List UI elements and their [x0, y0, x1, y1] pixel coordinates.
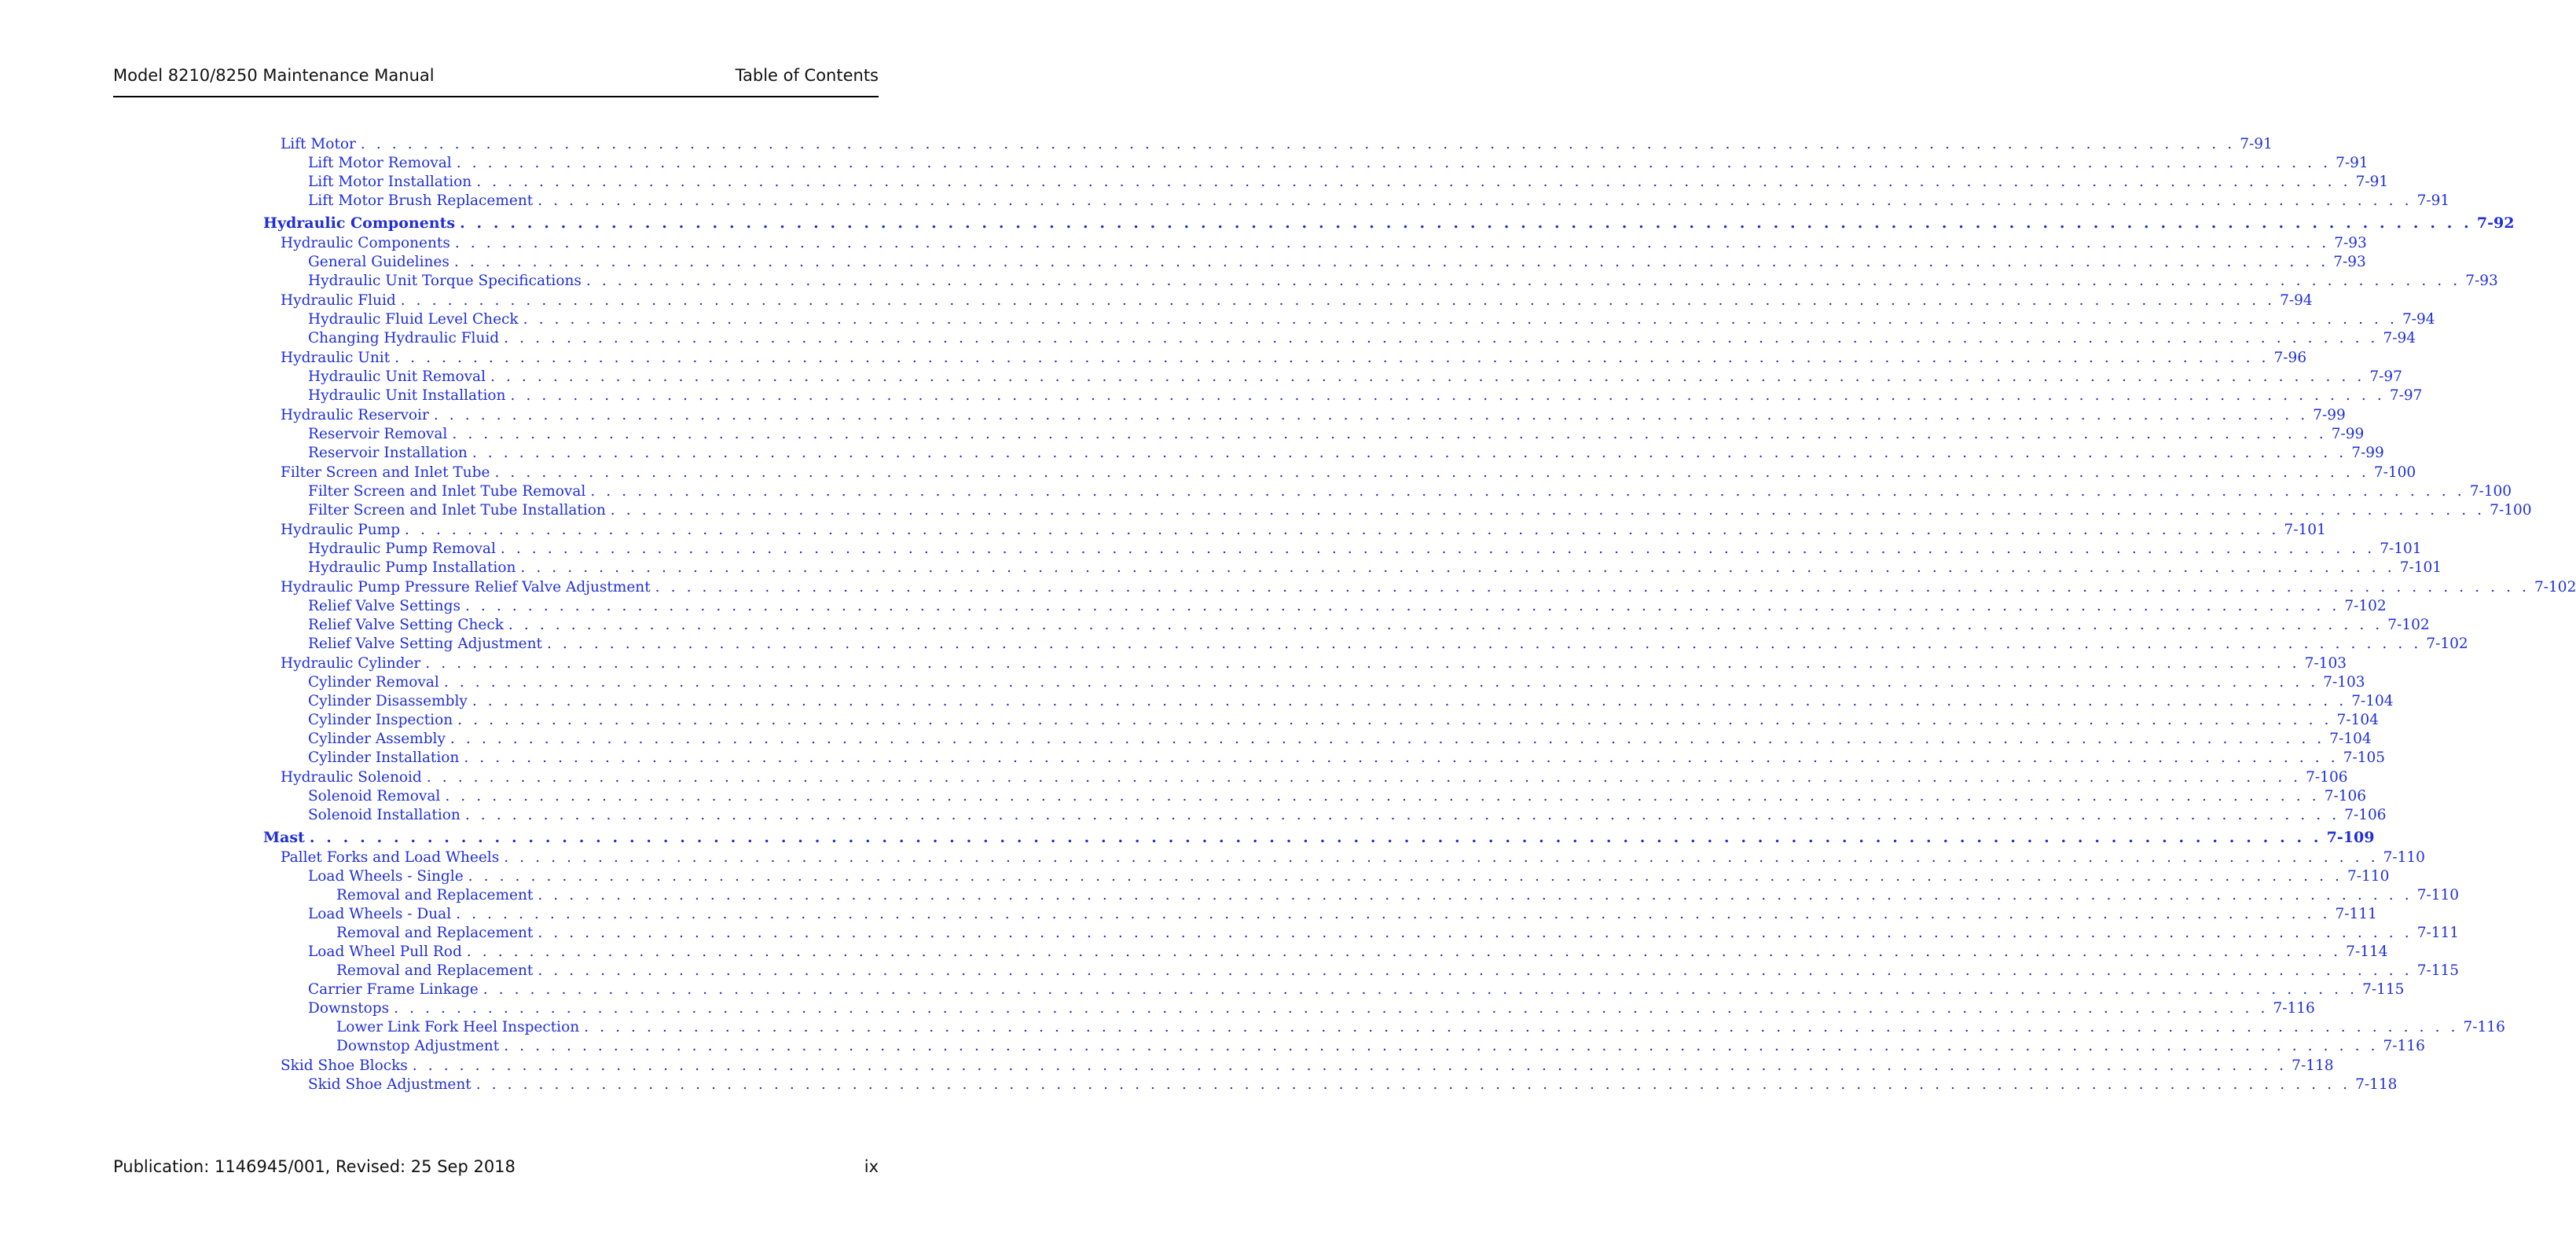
toc-entry-title: Skid Shoe Blocks: [281, 1057, 408, 1074]
toc-dot-leader: . . . . . . . . . . . . . . . . . . . . . . . . . . . . . . . . . . . . . . . . . . . . . . . . . . . . . . . . . . . . . . . . . . . . . . . . . . . . . . . . . . . . . . . . . . . . . . . . . . . . . . . . . . . . . . . . . . . . . . . .: [538, 962, 2413, 979]
toc-entry-page: 7-111: [2416, 925, 2460, 941]
toc-entry-page: 7-109: [2326, 829, 2375, 846]
toc-entry[interactable]: [281, 234, 2367, 253]
toc-entry-page: 7-105: [2343, 749, 2386, 766]
toc-entry-page: 7-99: [2313, 407, 2346, 423]
page-footer: [113, 1157, 879, 1182]
toc-entry[interactable]: [308, 597, 2387, 616]
toc-entry-page: 7-106: [2344, 807, 2387, 823]
toc-entry[interactable]: [281, 578, 2576, 597]
toc-entry-page: 7-92: [2476, 214, 2515, 232]
toc-entry[interactable]: [308, 673, 2365, 692]
toc-dot-leader: . . . . . . . . . . . . . . . . . . . . . . . . . . . . . . . . . . . . . . . . . . . . . . . . . . . . . . . . . . . . . . . . . . . . . . . . . . . . . . . . . . . . . . . . . . . . . . . . . . . . . . . . . . . . . . . . . . . . . . . .: [464, 749, 2339, 766]
toc-entry-title: Removal and Replacement: [336, 962, 534, 979]
toc-entry-title: Solenoid Installation: [308, 807, 461, 823]
toc-entry[interactable]: [308, 711, 2379, 730]
toc-entry-page: 7-104: [2336, 712, 2379, 728]
toc-entry-title: Hydraulic Fluid Level Check: [308, 311, 519, 328]
toc-entry[interactable]: [281, 464, 2416, 482]
toc-dot-leader: . . . . . . . . . . . . . . . . . . . . . . . . . . . . . . . . . . . . . . . . . . . . . . . . . . . . . . . . . . . . . . . . . . . . . . . . . . . . . . . . . . . . . . . . . . . . . . . . . . . . . . . . . . . . . . . . . . . . . . . .: [452, 426, 2327, 442]
toc-dot-leader: . . . . . . . . . . . . . . . . . . . . . . . . . . . . . . . . . . . . . . . . . . . . . . . . . . . . . . . . . . . . . . . . . . . . . . . . . . . . . . . . . . . . . . . . . . . . . . . . . . . . . . . . . . . . . . . . . . . . . . . .: [468, 868, 2343, 885]
toc-entry-page: 7-110: [2416, 887, 2460, 903]
toc-dot-leader: . . . . . . . . . . . . . . . . . . . . . . . . . . . . . . . . . . . . . . . . . . . . . . . . . . . . . . . . . . . . . . . . . . . . . . . . . . . . . . . . . . . . . . . . . . . . . . . . . . . . . . . . . . . . . . . . . . . . . . . .: [412, 1057, 2288, 1074]
toc-entry-title: Lift Motor Brush Replacement: [308, 192, 534, 209]
toc-entry-title: Cylinder Disassembly: [308, 693, 468, 709]
toc-entry-page: 7-116: [2383, 1038, 2425, 1054]
toc-entry-title: Changing Hydraulic Fluid: [308, 330, 500, 346]
toc-entry[interactable]: [308, 192, 2450, 211]
toc-dot-leader: . . . . . . . . . . . . . . . . . . . . . . . . . . . . . . . . . . . . . . . . . . . . . . . . . . . . . . . . . . . . . . . . . . . . . . . . . . . . . . . . . . . . . . . . . . . . . . . . . . . . . . . . . . . . . . . . . . . . . . . .: [454, 235, 2330, 251]
toc-entry-title: Hydraulic Pump Installation: [308, 559, 516, 576]
toc-dot-leader: . . . . . . . . . . . . . . . . . . . . . . . . . . . . . . . . . . . . . . . . . . . . . . . . . . . . . . . . . . . . . . . . . . . . . . . . . . . . . . . . . . . . . . . . . . . . . . . . . . . . . . . . . . . . . . . . . . . . . . . .: [538, 887, 2413, 903]
toc-dot-leader: . . . . . . . . . . . . . . . . . . . . . . . . . . . . . . . . . . . . . . . . . . . . . . . . . . . . . . . . . . . . . . . . . . . . . . . . . . . . . . . . . . . . . . . . . . . . . . . . . . . . . . . . . . . . . . . . . . . . . . . .: [456, 155, 2332, 171]
toc-entry[interactable]: [281, 1057, 2334, 1076]
toc-dot-leader: . . . . . . . . . . . . . . . . . . . . . . . . . . . . . . . . . . . . . . . . . . . . . . . . . . . . . . . . . . . . . . . . . . . . . . . . . . . . . . . . . . . . . . . . . . . . . . . . . . . . . . . . . . . . . . . . . . . . . . . .: [538, 192, 2413, 209]
toc-entry-title: Lift Motor: [281, 136, 356, 152]
toc-entry-page: 7-103: [2304, 655, 2347, 672]
toc-entry-title: Cylinder Removal: [308, 674, 439, 691]
toc-entry-title: Relief Valve Setting Adjustment: [308, 636, 542, 652]
toc-entry-title: Load Wheel Pull Rod: [308, 944, 462, 960]
toc-dot-leader: . . . . . . . . . . . . . . . . . . . . . . . . . . . . . . . . . . . . . . . . . . . . . . . . . . . . . . . . . . . . . . . . . . . . . . . . . . . . . . . . . . . . . . . . . . . . . . . . . . . . . . . . . . . . . . . . . . . . . . . .: [405, 522, 2280, 538]
toc-entry[interactable]: [308, 501, 2532, 520]
toc-entry-title: Hydraulic Pump Pressure Relief Valve Adjustment: [281, 579, 651, 596]
toc-dot-leader: . . . . . . . . . . . . . . . . . . . . . . . . . . . . . . . . . . . . . . . . . . . . . . . . . . . . . . . . . . . . . . . . . . . . . . . . . . . . . . . . . . . . . . . . . . . . . . . . . . . . . . . . . . . . . . . . . . . . . . . .: [464, 598, 2340, 614]
toc-entry-page: 7-91: [2240, 136, 2273, 152]
toc-entry-page: 7-100: [2490, 502, 2532, 519]
toc-entry-title: Reservoir Installation: [308, 445, 468, 461]
toc-entry-title: Downstops: [308, 1000, 390, 1017]
toc-entry-title: Relief Valve Settings: [308, 598, 461, 614]
toc-dot-leader: . . . . . . . . . . . . . . . . . . . . . . . . . . . . . . . . . . . . . . . . . . . . . . . . . . . . . . . . . . . . . . . . . . . . . . . . . . . . . . . . . . . . . . . . . . . . . . . . . . . . . . . . . . . . . . . . . . . . . . . .: [610, 502, 2486, 519]
toc-entry-title: Downstop Adjustment: [336, 1038, 500, 1054]
toc-entry-page: 7-102: [2534, 579, 2576, 596]
toc-dot-leader: . . . . . . . . . . . . . . . . . . . . . . . . . . . . . . . . . . . . . . . . . . . . . . . . . . . . . . . . . . . . . . . . . . . . . . . . . . . . . . . . . . . . . . . . . . . . . . . . . . . . . . . . . . . . . . . . . . . . . . . .: [426, 769, 2302, 786]
toc-entry[interactable]: [281, 135, 2273, 154]
toc-entry-page: 7-104: [2351, 693, 2394, 709]
toc-entry-page: 7-114: [2346, 944, 2388, 960]
toc-dot-leader: . . . . . . . . . . . . . . . . . . . . . . . . . . . . . . . . . . . . . . . . . . . . . . . . . . . . . . . . . . . . . . . . . . . . . . . . . . . . . . . . . . . . . . . . . . . . . . . . . . . . . . . . . . . . . . . . . . . . . . . .: [546, 636, 2422, 652]
toc-entry[interactable]: [308, 425, 2365, 444]
toc-dot-leader: . . . . . . . . . . . . . . . . . . . . . . . . . . . . . . . . . . . . . . . . . . . . . . . . . . . . . . . . . . . . . . . . . . . . . . . . . . . . . . . . . . . . . . . . . . . . . . . . . . . . . . . . . . . . . . . . . . . . . . . .: [494, 464, 2369, 481]
toc-entry-title: Relief Valve Setting Check: [308, 617, 504, 633]
toc-entry[interactable]: [308, 559, 2442, 577]
toc-entry[interactable]: [308, 387, 2423, 405]
toc-entry[interactable]: [281, 768, 2348, 787]
toc-dot-leader: . . . . . . . . . . . . . . . . . . . . . . . . . . . . . . . . . . . . . . . . . . . . . . . . . . . . . . . . . . . . . . . . . . . . . . . . . . . . . . . . . . . . . . . . . . . . . . . . . . . . . . . . . . . . . . . . . . . . . . . .: [433, 407, 2309, 423]
toc-entry-title: Hydraulic Solenoid: [281, 769, 422, 786]
toc-entry-page: 7-115: [2416, 962, 2460, 979]
toc-entry[interactable]: [308, 368, 2402, 387]
toc-dot-leader: . . . . . . . . . . . . . . . . . . . . . . . . . . . . . . . . . . . . . . . . . . . . . . . . . . . . . . . . . . . . . . . . . . . . . . . . . . . . . . . . . . . . . . . . . . . . . . . . . . . . . . . . . . . . . . . . . . . . . . . .: [655, 579, 2530, 596]
toc-entry[interactable]: [308, 730, 2372, 749]
toc-entry-page: 7-91: [2416, 192, 2450, 209]
toc-entry-page: 7-100: [2373, 464, 2416, 481]
toc-dot-leader: . . . . . . . . . . . . . . . . . . . . . . . . . . . . . . . . . . . . . . . . . . . . . . . . . . . . . . . . . . . . . . . . . . . . . . . . . . . . . . . . . . . . . . . . . . . . . . . . . . . . . . . . . . . . . . . . . . . . . . . .: [450, 731, 2325, 747]
toc-entry-title: Cylinder Inspection: [308, 712, 453, 728]
toc-entry[interactable]: [308, 943, 2388, 962]
toc-dot-leader: . . . . . . . . . . . . . . . . . . . . . . . . . . . . . . . . . . . . . . . . . . . . . . . . . . . . . . . . . . . . . . . . . . . . . . . . . . . . . . . . . . . . . . . . . . . . . . . . . . . . . . . . . . . . . . . . . . . . . . . .: [466, 944, 2342, 960]
toc-entry[interactable]: [308, 310, 2435, 329]
toc-dot-leader: . . . . . . . . . . . . . . . . . . . . . . . . . . . . . . . . . . . . . . . . . . . . . . . . . . . . . . . . . . . . . . . . . . . . . . . . . . . . . . . . . . . . . . . . . . . . . . . . . . . . . . . . . . . . . . . . . . . . . . . .: [508, 617, 2383, 633]
toc-entry[interactable]: [308, 616, 2430, 635]
toc-entry-page: 7-101: [2380, 541, 2422, 557]
toc-entry-title: Lift Motor Installation: [308, 174, 472, 190]
toc-entry-page: 7-91: [2336, 155, 2369, 171]
toc-dot-leader: . . . . . . . . . . . . . . . . . . . . . . . . . . . . . . . . . . . . . . . . . . . . . . . . . . . . . . . . . . . . . . . . . . . . . . . . . . . . . . . . . . . . . . . . . . . . . . . . . . . . . . . . . . . . . . . . . . . . . . . .: [309, 829, 2322, 846]
toc-entry-title: Hydraulic Unit: [281, 350, 391, 366]
toc-dot-leader: . . . . . . . . . . . . . . . . . . . . . . . . . . . . . . . . . . . . . . . . . . . . . . . . . . . . . . . . . . . . . . . . . . . . . . . . . . . . . . . . . . . . . . . . . . . . . . . . . . . . . . . . . . . . . . . . . . . . . . . .: [490, 368, 2365, 385]
toc-dot-leader: . . . . . . . . . . . . . . . . . . . . . . . . . . . . . . . . . . . . . . . . . . . . . . . . . . . . . . . . . . . . . . . . . . . . . . . . . . . . . . . . . . . . . . . . . . . . . . . . . . . . . . . . . . . . . . . . . . . . . . . .: [584, 1019, 2459, 1035]
toc-dot-leader: . . . . . . . . . . . . . . . . . . . . . . . . . . . . . . . . . . . . . . . . . . . . . . . . . . . . . . . . . . . . . . . . . . . . . . . . . . . . . . . . . . . . . . . . . . . . . . . . . . . . . . . . . . . . . . . . . . . . . . . .: [504, 330, 2379, 346]
toc-entry[interactable]: [336, 1037, 2425, 1056]
toc-dot-leader: . . . . . . . . . . . . . . . . . . . . . . . . . . . . . . . . . . . . . . . . . . . . . . . . . . . . . . . . . . . . . . . . . . . . . . . . . . . . . . . . . . . . . . . . . . . . . . . . . . . . . . . . . . . . . . . . . . . . . . . .: [483, 981, 2358, 998]
section-title: Table of Contents: [735, 66, 879, 85]
toc-entry-page: 7-99: [2351, 445, 2384, 461]
toc-entry-page: 7-96: [2273, 350, 2307, 366]
toc-dot-leader: . . . . . . . . . . . . . . . . . . . . . . . . . . . . . . . . . . . . . . . . . . . . . . . . . . . . . . . . . . . . . . . . . . . . . . . . . . . . . . . . . . . . . . . . . . . . . . . . . . . . . . . . . . . . . . . . . . . . . . . .: [456, 906, 2331, 922]
toc-entry-page: 7-94: [2402, 311, 2435, 328]
toc-entry-title: General Guidelines: [308, 254, 450, 270]
toc-entry[interactable]: [281, 349, 2307, 368]
toc-entry[interactable]: [308, 329, 2416, 348]
toc-entry-title: Removal and Replacement: [336, 925, 534, 941]
toc-entry-page: 7-94: [2280, 292, 2313, 309]
toc-entry-title: Hydraulic Components: [263, 214, 456, 232]
toc-entry-title: Solenoid Removal: [308, 788, 441, 804]
toc-entry-title: Hydraulic Pump: [281, 522, 401, 538]
toc-entry-page: 7-110: [2383, 849, 2425, 866]
toc-entry-title: Filter Screen and Inlet Tube Installation: [308, 502, 606, 519]
toc-entry[interactable]: [308, 444, 2384, 463]
toc-dot-leader: . . . . . . . . . . . . . . . . . . . . . . . . . . . . . . . . . . . . . . . . . . . . . . . . . . . . . . . . . . . . . . . . . . . . . . . . . . . . . . . . . . . . . . . . . . . . . . . . . . . . . . . . . . . . . . . . . . . . . . . .: [590, 483, 2465, 500]
toc-entry-page: 7-102: [2387, 617, 2430, 633]
toc-entry[interactable]: [281, 521, 2326, 540]
toc-entry-title: Cylinder Installation: [308, 749, 460, 766]
toc-entry[interactable]: [336, 924, 2460, 943]
toc-dot-leader: . . . . . . . . . . . . . . . . . . . . . . . . . . . . . . . . . . . . . . . . . . . . . . . . . . . . . . . . . . . . . . . . . . . . . . . . . . . . . . . . . . . . . . . . . . . . . . . . . . . . . . . . . . . . . . . . . . . . . . . .: [453, 254, 2329, 270]
toc-entry-page: 7-94: [2383, 330, 2416, 346]
toc-entry[interactable]: [308, 806, 2387, 825]
toc-entry-title: Mast: [263, 829, 305, 846]
toc-entry[interactable]: [308, 905, 2377, 924]
toc-dot-leader: . . . . . . . . . . . . . . . . . . . . . . . . . . . . . . . . . . . . . . . . . . . . . . . . . . . . . . . . . . . . . . . . . . . . . . . . . . . . . . . . . . . . . . . . . . . . . . . . . . . . . . . . . . . . . . . . . . . . . . . .: [400, 292, 2276, 309]
toc-entry-title: Load Wheels - Dual: [308, 906, 452, 922]
toc-entry[interactable]: [281, 291, 2313, 310]
toc-dot-leader: . . . . . . . . . . . . . . . . . . . . . . . . . . . . . . . . . . . . . . . . . . . . . . . . . . . . . . . . . . . . . . . . . . . . . . . . . . . . . . . . . . . . . . . . . . . . . . . . . . . . . . . . . . . . . . . . . . . . . . . .: [472, 693, 2347, 709]
toc-entry-page: 7-102: [2344, 598, 2387, 614]
toc-entry-title: Hydraulic Components: [281, 235, 450, 251]
toc-entry[interactable]: [308, 787, 2367, 806]
toc-entry[interactable]: [308, 749, 2386, 768]
page-number: ix: [864, 1157, 879, 1176]
toc-entry-page: 7-110: [2347, 868, 2390, 885]
toc-entry[interactable]: [281, 848, 2425, 867]
toc-entry-page: 7-104: [2329, 731, 2372, 747]
toc-entry[interactable]: [308, 253, 2366, 272]
toc-dot-leader: . . . . . . . . . . . . . . . . . . . . . . . . . . . . . . . . . . . . . . . . . . . . . . . . . . . . . . . . . . . . . . . . . . . . . . . . . . . . . . . . . . . . . . . . . . . . . . . . . . . . . . . . . . . . . . . . . . . . . . . .: [472, 445, 2347, 461]
toc-dot-leader: . . . . . . . . . . . . . . . . . . . . . . . . . . . . . . . . . . . . . . . . . . . . . . . . . . . . . . . . . . . . . . . . . . . . . . . . . . . . . . . . . . . . . . . . . . . . . . . . . . . . . . . . . . . . . . . . . . . . . . . .: [460, 214, 2472, 232]
toc-entry[interactable]: [308, 999, 2315, 1018]
toc-entry-page: 7-116: [2463, 1019, 2505, 1035]
toc-entry-title: Hydraulic Unit Removal: [308, 368, 486, 385]
toc-dot-leader: . . . . . . . . . . . . . . . . . . . . . . . . . . . . . . . . . . . . . . . . . . . . . . . . . . . . . . . . . . . . . . . . . . . . . . . . . . . . . . . . . . . . . . . . . . . . . . . . . . . . . . . . . . . . . . . . . . . . . . . .: [394, 1000, 2269, 1017]
toc-entry[interactable]: [308, 272, 2498, 291]
toc-entry-title: Hydraulic Reservoir: [281, 407, 429, 423]
toc-entry[interactable]: [263, 214, 2515, 233]
toc-dot-leader: . . . . . . . . . . . . . . . . . . . . . . . . . . . . . . . . . . . . . . . . . . . . . . . . . . . . . . . . . . . . . . . . . . . . . . . . . . . . . . . . . . . . . . . . . . . . . . . . . . . . . . . . . . . . . . . . . . . . . . . .: [457, 712, 2332, 728]
toc-entry-title: Lift Motor Removal: [308, 155, 452, 171]
toc-entry-page: 7-118: [2355, 1076, 2398, 1093]
toc-entry-page: 7-115: [2362, 981, 2405, 998]
toc-dot-leader: . . . . . . . . . . . . . . . . . . . . . . . . . . . . . . . . . . . . . . . . . . . . . . . . . . . . . . . . . . . . . . . . . . . . . . . . . . . . . . . . . . . . . . . . . . . . . . . . . . . . . . . . . . . . . . . . . . . . . . . .: [585, 273, 2461, 289]
toc-dot-leader: . . . . . . . . . . . . . . . . . . . . . . . . . . . . . . . . . . . . . . . . . . . . . . . . . . . . . . . . . . . . . . . . . . . . . . . . . . . . . . . . . . . . . . . . . . . . . . . . . . . . . . . . . . . . . . . . . . . . . . . .: [445, 788, 2320, 804]
toc-dot-leader: . . . . . . . . . . . . . . . . . . . . . . . . . . . . . . . . . . . . . . . . . . . . . . . . . . . . . . . . . . . . . . . . . . . . . . . . . . . . . . . . . . . . . . . . . . . . . . . . . . . . . . . . . . . . . . . . . . . . . . . .: [394, 350, 2270, 366]
toc-entry-title: Hydraulic Pump Removal: [308, 541, 496, 557]
manual-title: Model 8210/8250 Maintenance Manual: [113, 66, 435, 85]
toc-dot-leader: . . . . . . . . . . . . . . . . . . . . . . . . . . . . . . . . . . . . . . . . . . . . . . . . . . . . . . . . . . . . . . . . . . . . . . . . . . . . . . . . . . . . . . . . . . . . . . . . . . . . . . . . . . . . . . . . . . . . . . . .: [360, 136, 2236, 152]
toc-entry-title: Filter Screen and Inlet Tube: [281, 464, 490, 481]
toc-entry[interactable]: [308, 154, 2369, 173]
toc-entry[interactable]: [336, 962, 2460, 980]
toc-entry[interactable]: [308, 635, 2468, 654]
toc-entry-page: 7-103: [2323, 674, 2365, 691]
toc-dot-leader: . . . . . . . . . . . . . . . . . . . . . . . . . . . . . . . . . . . . . . . . . . . . . . . . . . . . . . . . . . . . . . . . . . . . . . . . . . . . . . . . . . . . . . . . . . . . . . . . . . . . . . . . . . . . . . . . . . . . . . . .: [476, 174, 2351, 190]
toc-entry-page: 7-99: [2331, 426, 2365, 442]
toc-entry-page: 7-100: [2469, 483, 2512, 500]
toc-entry-title: Carrier Frame Linkage: [308, 981, 479, 998]
toc-entry-page: 7-97: [2389, 387, 2423, 404]
toc-dot-leader: . . . . . . . . . . . . . . . . . . . . . . . . . . . . . . . . . . . . . . . . . . . . . . . . . . . . . . . . . . . . . . . . . . . . . . . . . . . . . . . . . . . . . . . . . . . . . . . . . . . . . . . . . . . . . . . . . . . . . . . .: [443, 674, 2319, 691]
toc-entry-page: 7-101: [2284, 522, 2326, 538]
toc-entry-page: 7-97: [2369, 368, 2402, 385]
toc-dot-leader: . . . . . . . . . . . . . . . . . . . . . . . . . . . . . . . . . . . . . . . . . . . . . . . . . . . . . . . . . . . . . . . . . . . . . . . . . . . . . . . . . . . . . . . . . . . . . . . . . . . . . . . . . . . . . . . . . . . . . . . .: [510, 387, 2385, 404]
publication-info: Publication: 1146945/001, Revised: 25 Sep 2018: [113, 1157, 516, 1176]
toc-dot-leader: . . . . . . . . . . . . . . . . . . . . . . . . . . . . . . . . . . . . . . . . . . . . . . . . . . . . . . . . . . . . . . . . . . . . . . . . . . . . . . . . . . . . . . . . . . . . . . . . . . . . . . . . . . . . . . . . . . . . . . . .: [500, 541, 2376, 557]
toc-entry[interactable]: [308, 692, 2394, 711]
toc-entry-title: Reservoir Removal: [308, 426, 448, 442]
toc-entry[interactable]: [308, 1076, 2398, 1094]
toc-entry-page: 7-116: [2273, 1000, 2315, 1017]
toc-entry-title: Hydraulic Cylinder: [281, 655, 421, 672]
toc-entry[interactable]: [308, 867, 2390, 886]
toc-entry-title: Removal and Replacement: [336, 887, 534, 903]
toc-entry-page: 7-118: [2292, 1057, 2334, 1074]
toc-entry-page: 7-93: [2333, 254, 2366, 270]
toc-entry-title: Lower Link Fork Heel Inspection: [336, 1019, 580, 1035]
toc-entry[interactable]: [308, 482, 2512, 501]
toc-entry-page: 7-93: [2334, 235, 2367, 251]
toc-entry[interactable]: [336, 1018, 2505, 1037]
toc-entry-title: Hydraulic Unit Installation: [308, 387, 506, 404]
toc-dot-leader: . . . . . . . . . . . . . . . . . . . . . . . . . . . . . . . . . . . . . . . . . . . . . . . . . . . . . . . . . . . . . . . . . . . . . . . . . . . . . . . . . . . . . . . . . . . . . . . . . . . . . . . . . . . . . . . . . . . . . . . .: [425, 655, 2300, 672]
toc-entry-page: 7-91: [2355, 174, 2389, 190]
toc-dot-leader: . . . . . . . . . . . . . . . . . . . . . . . . . . . . . . . . . . . . . . . . . . . . . . . . . . . . . . . . . . . . . . . . . . . . . . . . . . . . . . . . . . . . . . . . . . . . . . . . . . . . . . . . . . . . . . . . . . . . . . . .: [475, 1076, 2351, 1093]
toc-entry[interactable]: [308, 173, 2389, 192]
toc-entry-page: 7-93: [2465, 273, 2498, 289]
toc-entry-page: 7-101: [2399, 559, 2442, 576]
toc-dot-leader: . . . . . . . . . . . . . . . . . . . . . . . . . . . . . . . . . . . . . . . . . . . . . . . . . . . . . . . . . . . . . . . . . . . . . . . . . . . . . . . . . . . . . . . . . . . . . . . . . . . . . . . . . . . . . . . . . . . . . . . .: [538, 925, 2413, 941]
toc-entry-title: Cylinder Assembly: [308, 731, 446, 747]
toc-dot-leader: . . . . . . . . . . . . . . . . . . . . . . . . . . . . . . . . . . . . . . . . . . . . . . . . . . . . . . . . . . . . . . . . . . . . . . . . . . . . . . . . . . . . . . . . . . . . . . . . . . . . . . . . . . . . . . . . . . . . . . . .: [523, 311, 2398, 328]
toc-entry-title: Load Wheels - Single: [308, 868, 464, 885]
toc-entry[interactable]: [263, 828, 2375, 847]
toc-entry-page: 7-106: [2306, 769, 2348, 786]
toc-entry[interactable]: [308, 980, 2405, 999]
toc-entry[interactable]: [308, 540, 2422, 559]
toc-entry-title: Skid Shoe Adjustment: [308, 1076, 472, 1093]
toc-entry[interactable]: [281, 406, 2346, 425]
toc-dot-leader: . . . . . . . . . . . . . . . . . . . . . . . . . . . . . . . . . . . . . . . . . . . . . . . . . . . . . . . . . . . . . . . . . . . . . . . . . . . . . . . . . . . . . . . . . . . . . . . . . . . . . . . . . . . . . . . . . . . . . . . .: [504, 849, 2379, 866]
toc-entry-page: 7-106: [2324, 788, 2367, 804]
toc-entry-page: 7-102: [2426, 636, 2468, 652]
toc-entry-title: Pallet Forks and Load Wheels: [281, 849, 500, 866]
toc-dot-leader: . . . . . . . . . . . . . . . . . . . . . . . . . . . . . . . . . . . . . . . . . . . . . . . . . . . . . . . . . . . . . . . . . . . . . . . . . . . . . . . . . . . . . . . . . . . . . . . . . . . . . . . . . . . . . . . . . . . . . . . .: [464, 807, 2340, 823]
toc-entry-title: Hydraulic Fluid: [281, 292, 396, 309]
toc-dot-leader: . . . . . . . . . . . . . . . . . . . . . . . . . . . . . . . . . . . . . . . . . . . . . . . . . . . . . . . . . . . . . . . . . . . . . . . . . . . . . . . . . . . . . . . . . . . . . . . . . . . . . . . . . . . . . . . . . . . . . . . .: [504, 1038, 2379, 1054]
toc-entry-title: Filter Screen and Inlet Tube Removal: [308, 483, 586, 500]
toc-entry[interactable]: [281, 654, 2347, 673]
toc-entry[interactable]: [336, 886, 2460, 905]
toc-entry-page: 7-111: [2335, 906, 2377, 922]
toc-dot-leader: . . . . . . . . . . . . . . . . . . . . . . . . . . . . . . . . . . . . . . . . . . . . . . . . . . . . . . . . . . . . . . . . . . . . . . . . . . . . . . . . . . . . . . . . . . . . . . . . . . . . . . . . . . . . . . . . . . . . . . . .: [520, 559, 2395, 576]
toc-entry-title: Hydraulic Unit Torque Specifications: [308, 273, 582, 289]
